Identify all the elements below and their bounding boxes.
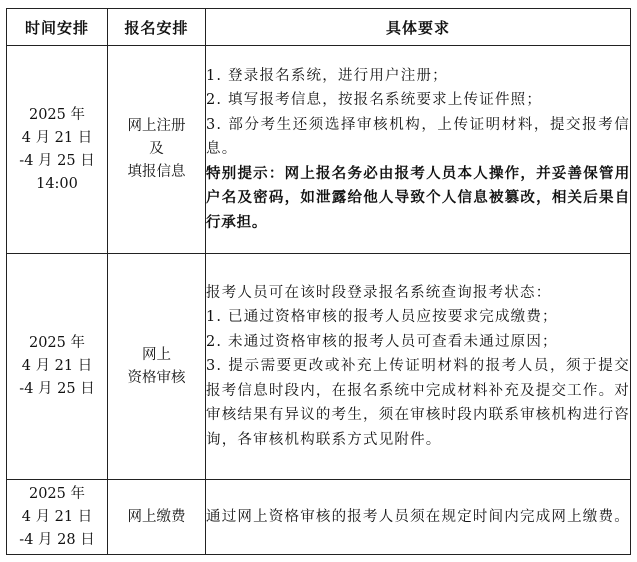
item-cell [108,480,206,555]
table-header-row [7,9,631,46]
item-line: 网上 [142,346,171,363]
requirement-line: 1. 已通过资格审核的报考人员应按要求完成缴费； [206,309,558,326]
requirement-line: 2. 未通过资格审核的报考人员可查看未通过原因； [206,333,558,350]
time-line: -4 月 25 日 [19,152,95,169]
requirement-line: 2. 填写报考信息，按报名系统要求上传证件照； [206,92,543,109]
item-cell [108,46,206,254]
table-row [7,480,631,555]
requirements-cell [206,46,631,254]
item-line: 资格审核 [127,369,186,386]
table-row [7,254,631,480]
time-line: 2025 年 [28,485,85,502]
requirements-cell [206,480,631,555]
item-line: 网上注册 [127,118,186,134]
requirement-line: 3. 提示需要更改或补充上传证明材料的报考人员，须于提交报考信息时段内，在报名系统中完成材料补充及提交工作。对审核结果有异议的考生，须在审核时段内联系审核机构进行咨询，各审核机构联系方式见附件。 [206,358,630,448]
requirement-line: 1. 登录报名系统，进行用户注册； [206,68,448,85]
requirement-line: 通过网上资格审核的报考人员须在规定时间内完成网上缴费。 [206,508,630,525]
time-line: 4 月 21 日 [21,129,93,146]
requirement-line: 报考人员可在该时段登录报名系统查询报考状态： [206,285,552,302]
item-line: 网上缴费 [127,508,186,525]
item-cell [108,254,206,480]
time-line: -4 月 28 日 [19,531,95,548]
time-cell [7,46,108,254]
requirement-line: 3. 部分考生还须选择审核机构，上传证明材料，提交报考信息。 [206,116,630,158]
registration-schedule-table [6,8,631,555]
item-line: 填报信息 [127,164,186,180]
header-requirements: 具体要求 [206,9,631,46]
header-time: 时间安排 [7,9,108,46]
special-notice: 特别提示：网上报名务必由报考人员本人操作，并妥善保管用户名及密码，如泄露给他人导致个人信息被篡改，相关后果自行承担。 [206,165,630,231]
time-line: 2025 年 [28,106,85,123]
table-row [7,46,631,254]
top-border-strip [0,0,637,6]
time-line: 4 月 21 日 [21,358,93,374]
item-line: 及 [149,141,164,157]
time-line: 14:00 [36,175,78,192]
time-line: -4 月 25 日 [19,381,95,397]
requirements-cell [206,254,631,480]
time-line: 2025 年 [28,335,85,351]
time-cell [7,254,108,480]
header-item: 报名安排 [108,9,206,46]
time-line: 4 月 21 日 [21,508,93,525]
time-cell [7,480,108,555]
